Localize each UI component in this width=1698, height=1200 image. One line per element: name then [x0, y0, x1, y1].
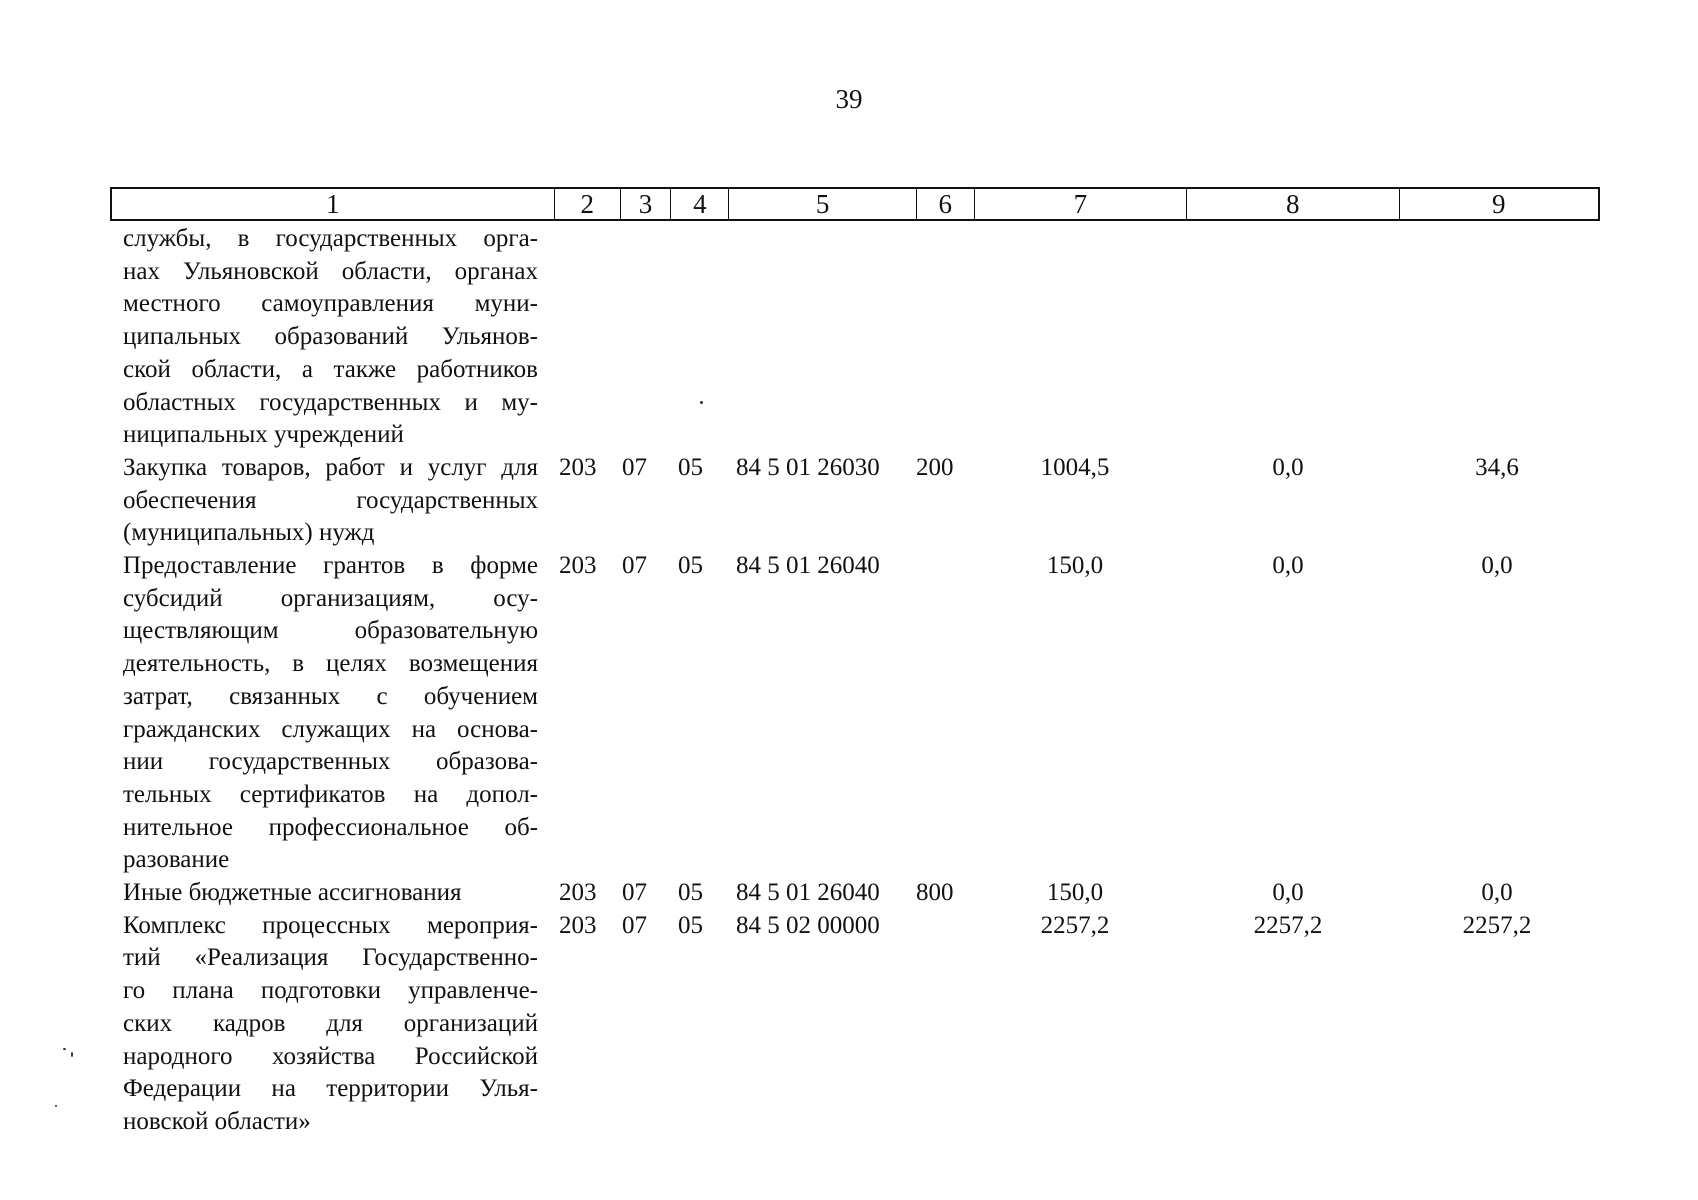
cell-amount-9: 0,0: [1481, 552, 1513, 580]
row-name-line: нии государственных образова-: [123, 748, 538, 776]
row-name-line: ципальных образований Ульянов-: [123, 323, 538, 351]
cell-target-article: 84 5 01 26040: [736, 879, 880, 907]
scan-speck: [71, 1052, 73, 1057]
cell-expense-type: 200: [916, 453, 954, 481]
row-name-line: новской области»: [123, 1107, 311, 1135]
header-col-4: 4: [671, 189, 729, 219]
row-name-line: ских кадров для организаций: [123, 1009, 538, 1037]
header-col-7: 7: [975, 189, 1187, 219]
cell-target-article: 84 5 01 26040: [736, 552, 880, 580]
row-name-line: Предоставление грантов в форме: [123, 552, 538, 580]
cell-amount-8: 0,0: [1272, 453, 1304, 481]
cell-subsection: 05: [678, 879, 703, 907]
cell-admin-code: 203: [559, 879, 597, 907]
row-name-line: гражданских служащих на основа-: [123, 715, 538, 743]
table-body: [0, 223, 1698, 1139]
row-name-line: обеспечения государственных: [123, 486, 538, 514]
cell-target-article: 84 5 02 00000: [736, 911, 880, 939]
header-col-9: 9: [1492, 189, 1506, 219]
cell-expense-type: 800: [916, 879, 954, 907]
cell-target-article: 84 5 01 26030: [736, 453, 880, 481]
cell-section: 07: [622, 552, 647, 580]
row-name-line: Иные бюджетные ассигнования: [123, 879, 462, 907]
row-name: [123, 910, 538, 1139]
cell-amount-8: 0,0: [1272, 552, 1304, 580]
header-col-8: 8: [1187, 189, 1399, 219]
row-name-line: Комплекс процессных мероприя-: [123, 911, 538, 939]
row-name-line: тий «Реализация Государственно-: [123, 944, 538, 972]
row-name: [123, 550, 538, 877]
row-name: [123, 223, 538, 452]
cell-amount-7: 2257,2: [1040, 911, 1110, 939]
table-row: [0, 550, 1698, 877]
row-name-line: ской области, а также работников: [123, 355, 538, 383]
row-name-line: разование: [123, 846, 230, 874]
row-name-line: народного хозяйства Российской: [123, 1042, 538, 1070]
row-name: [123, 877, 538, 910]
cell-section: 07: [622, 911, 647, 939]
cell-amount-8: 0,0: [1272, 879, 1304, 907]
cell-admin-code: 203: [559, 911, 597, 939]
scan-speck: [63, 1048, 66, 1050]
table-row: [0, 452, 1698, 550]
cell-admin-code: 203: [559, 453, 597, 481]
row-name-line: нах Ульяновской области, органах: [123, 257, 538, 285]
row-name-line: затрат, связанных с обучением: [123, 682, 538, 710]
cell-section: 07: [622, 453, 647, 481]
row-name-line: областных государственных и му-: [123, 388, 538, 416]
header-col-1: 1: [112, 189, 555, 219]
header-col-5: 5: [729, 189, 917, 219]
row-name-line: субсидий организациям, осу-: [123, 584, 538, 612]
row-name-line: деятельность, в целях возмещения: [123, 650, 538, 678]
cell-admin-code: 203: [559, 552, 597, 580]
header-col-2: 2: [555, 189, 621, 219]
scan-speck: [55, 1105, 57, 1107]
cell-amount-7: 1004,5: [1040, 453, 1110, 481]
table-row: [0, 223, 1698, 452]
cell-subsection: 05: [678, 552, 703, 580]
cell-amount-9: 2257,2: [1462, 911, 1532, 939]
row-name-line: тельных сертификатов на допол-: [123, 780, 538, 808]
cell-amount-8: 2257,2: [1253, 911, 1323, 939]
cell-amount-7: 150,0: [1046, 879, 1104, 907]
row-name-line: ществляющим образовательную: [123, 617, 538, 645]
cell-section: 07: [622, 879, 647, 907]
row-name: [123, 452, 538, 550]
header-col-3: 3: [621, 189, 672, 219]
scan-speck: [700, 401, 703, 404]
table-row: [0, 910, 1698, 1139]
row-name-line: местного самоуправления муни-: [123, 290, 538, 318]
header-col-6: 6: [917, 189, 975, 219]
cell-amount-7: 150,0: [1046, 552, 1104, 580]
row-name-line: го плана подготовки управленче-: [123, 977, 538, 1005]
row-name-line: службы, в государственных орга-: [123, 225, 538, 252]
row-name-line: Закупка товаров, работ и услуг для: [123, 453, 538, 481]
cell-amount-9: 34,6: [1475, 453, 1519, 481]
row-name-line: ниципальных учреждений: [123, 421, 404, 449]
cell-subsection: 05: [678, 453, 703, 481]
row-name-line: нительное профессиональное об-: [123, 813, 538, 841]
cell-amount-9: 0,0: [1481, 879, 1513, 907]
table-row: [0, 877, 1698, 910]
table-header: [110, 187, 1600, 221]
row-name-line: (муниципальных) нужд: [123, 519, 375, 547]
cell-subsection: 05: [678, 911, 703, 939]
page-number: 39: [835, 84, 863, 114]
row-name-line: Федерации на территории Улья-: [123, 1075, 538, 1103]
